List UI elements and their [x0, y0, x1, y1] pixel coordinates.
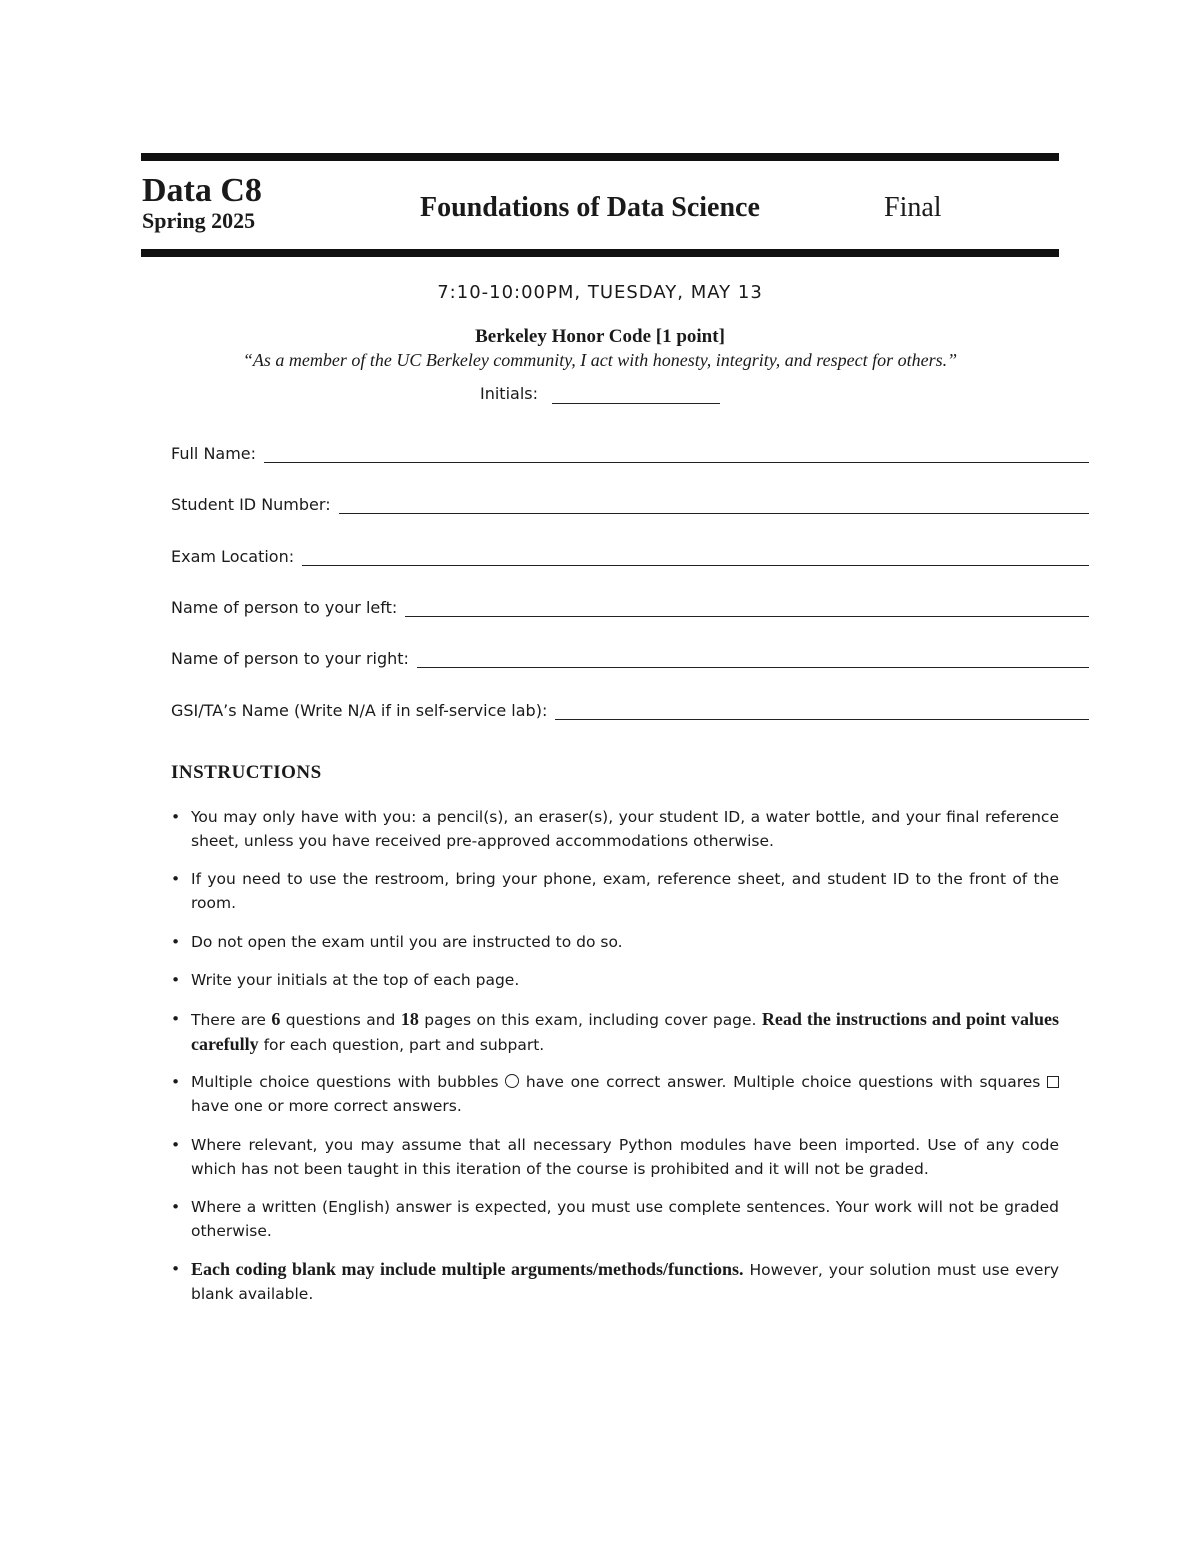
page-count: 18: [400, 1009, 419, 1029]
full-name-label: Full Name:: [171, 444, 257, 463]
instruction-item: • Where a written (English) answer is expected, you must use complete sentences. Your work will not be graded otherwise.: [171, 1195, 1059, 1243]
gsi-name-field-row: [171, 701, 1089, 720]
left-person-label: Name of person to your left:: [171, 598, 398, 617]
instruction-item: • Each coding blank may include multiple arguments/methods/functions. However, your solution must use every blank available.: [171, 1259, 1059, 1303]
header-rule-bottom: [141, 249, 1059, 257]
exam-location-field-row: [171, 547, 1089, 566]
full-name-field-row: [171, 444, 1089, 463]
bubble-circle-icon: [505, 1074, 519, 1088]
instruction-item: • You may only have with you: a pencil(s), an eraser(s), your student ID, a water bottle, and your final reference sheet, unless you have received pre-approved accommodations otherwise.: [171, 805, 1059, 853]
course-name: Foundations of Data Science: [420, 192, 760, 223]
right-person-field[interactable]: [417, 657, 1089, 668]
student-id-field-row: [171, 495, 1089, 514]
exam-location-field[interactable]: [302, 555, 1089, 566]
exam-time: 7:10-10:00PM, TUESDAY, MAY 13: [437, 282, 763, 303]
honor-code-quote: “As a member of the UC Berkeley community, I act with honesty, integrity, and respect for others.”: [242, 350, 958, 370]
right-person-field-row: [171, 649, 1089, 668]
bullet-icon: •: [171, 1260, 181, 1278]
right-person-label: Name of person to your right:: [171, 649, 409, 668]
exam-type: Final: [884, 192, 942, 223]
question-count: 6: [271, 1009, 281, 1029]
bullet-icon: •: [171, 1198, 181, 1216]
student-id-label: Student ID Number:: [171, 495, 331, 514]
left-person-field-row: [171, 598, 1089, 617]
bullet-icon: •: [171, 1136, 181, 1154]
instruction-item: • There are 6 questions and 18 pages on this exam, including cover page. Read the instructions and point values carefully for each question, part and subpart.: [171, 1009, 1059, 1054]
bullet-icon: •: [171, 808, 181, 826]
full-name-field[interactable]: [264, 452, 1089, 463]
gsi-name-label: GSI/TA’s Name (Write N/A if in self-service lab):: [171, 701, 548, 720]
gsi-name-field[interactable]: [555, 709, 1089, 720]
initials-label: Initials:: [480, 384, 538, 403]
left-person-field[interactable]: [405, 606, 1089, 617]
instruction-item: • Multiple choice questions with bubbles have one correct answer. Multiple choice questions with squares have one or more correct answers.: [171, 1070, 1059, 1118]
instruction-item: • Where relevant, you may assume that all necessary Python modules have been imported. Use of any code which has not been taught in this iteration of the course is prohibited and it will not be graded.: [171, 1133, 1059, 1181]
bullet-icon: •: [171, 1073, 181, 1091]
initials-field[interactable]: [552, 403, 720, 404]
instruction-item: • If you need to use the restroom, bring your phone, exam, reference sheet, and student ID to the front of the room.: [171, 867, 1059, 915]
student-id-field[interactable]: [339, 503, 1089, 514]
instruction-item: • Do not open the exam until you are instructed to do so.: [171, 930, 1059, 954]
bullet-icon: •: [171, 870, 181, 888]
course-code: Data C8: [142, 172, 262, 209]
header-rule-top: [141, 153, 1059, 161]
exam-location-label: Exam Location:: [171, 547, 295, 566]
bullet-icon: •: [171, 933, 181, 951]
instruction-item: • Write your initials at the top of each page.: [171, 968, 1059, 992]
bullet-icon: •: [171, 1010, 181, 1028]
instructions-title: INSTRUCTIONS: [171, 762, 322, 783]
honor-code-title: Berkeley Honor Code [1 point]: [475, 326, 725, 347]
bullet-icon: •: [171, 971, 181, 989]
term: Spring 2025: [142, 208, 256, 233]
checkbox-square-icon: [1047, 1076, 1059, 1088]
